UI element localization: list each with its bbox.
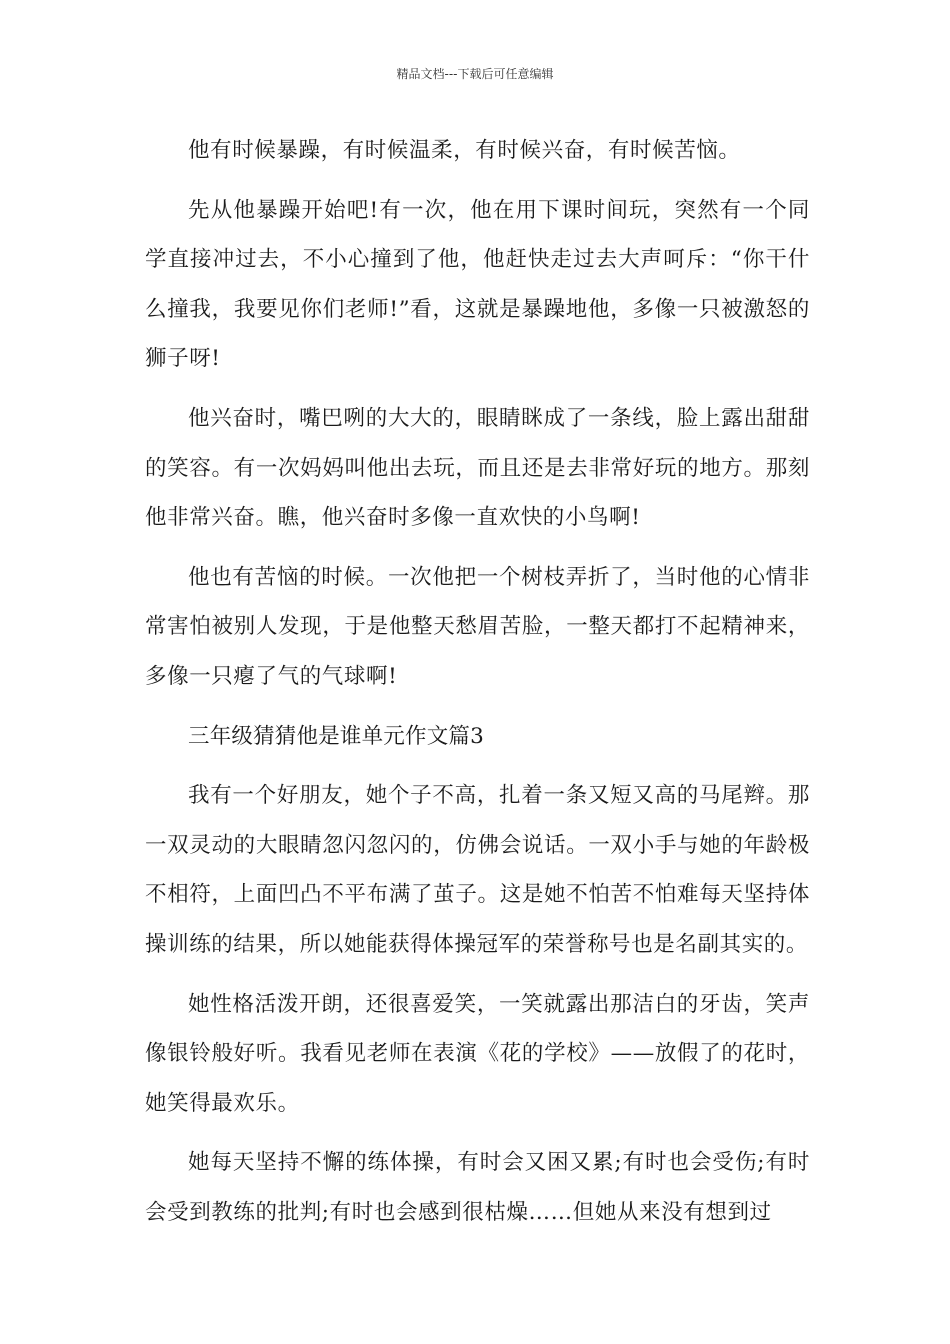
paragraph-gap (145, 176, 810, 186)
paragraph-7: 她每天坚持不懈的练体操，有时会又困又累;有时也会受伤;有时会受到教练的批判;有时也会感到很枯燥……但她从来没有想到过 (145, 1150, 810, 1225)
paragraph-5: 我有一个好朋友，她个子不高，扎着一条又短又高的马尾辫。那一双灵动的大眼睛忽闪忽闪的，仿佛会说话。一双小手与她的年龄极不相符，上面凹凸不平布满了茧子。这是她不怕苦不怕难每天坚持体操训练的结果，所以她能获得体操冠军的荣誉称号也是名副其实的。 (145, 783, 810, 957)
paragraph-gap (145, 543, 810, 553)
paragraph-1: 他有时候暴躁，有时候温柔，有时候兴奋，有时候苦恼。 (188, 138, 741, 163)
paragraph-3: 他兴奋时，嘴巴咧的大大的，眼睛眯成了一条线，脸上露出甜甜的笑容。有一次妈妈叫他出去玩，而且还是去非常好玩的地方。那刻他非常兴奋。瞧，他兴奋时多像一直欢快的小鸟啊! (145, 405, 810, 531)
document-body (145, 126, 810, 1237)
paragraph-6: 她性格活泼开朗，还很喜爱笑，一笑就露出那洁白的牙齿，笑声像银铃般好听。我看见老师在表演《花的学校》——放假了的花时，她笑得最欢乐。 (145, 991, 810, 1116)
paragraph-4: 他也有苦恼的时候。一次他把一个树枝弄折了，当时他的心情非常害怕被别人发现，于是他整天愁眉苦脸，一整天都打不起精神来，多像一只瘪了气的气球啊! (145, 564, 810, 689)
page-header: 精品文档---下载后可任意编辑 (396, 67, 554, 81)
paragraph-gap (145, 761, 810, 771)
paragraph-2: 先从他暴躁开始吧!有一次，他在用下课时间玩，突然有一个同学直接冲过去，不小心撞到了他，他赶快走过去大声呵斥：“你干什么撞我，我要见你们老师!”看，这就是暴躁地他，多像一只被激怒的狮子呀! (145, 197, 810, 372)
paragraph-gap (145, 1128, 810, 1138)
section-title: 三年级猜猜他是谁单元作文篇3 (188, 723, 484, 749)
paragraph-gap (145, 702, 810, 712)
paragraph-gap (145, 970, 810, 980)
paragraph-gap (145, 384, 810, 394)
